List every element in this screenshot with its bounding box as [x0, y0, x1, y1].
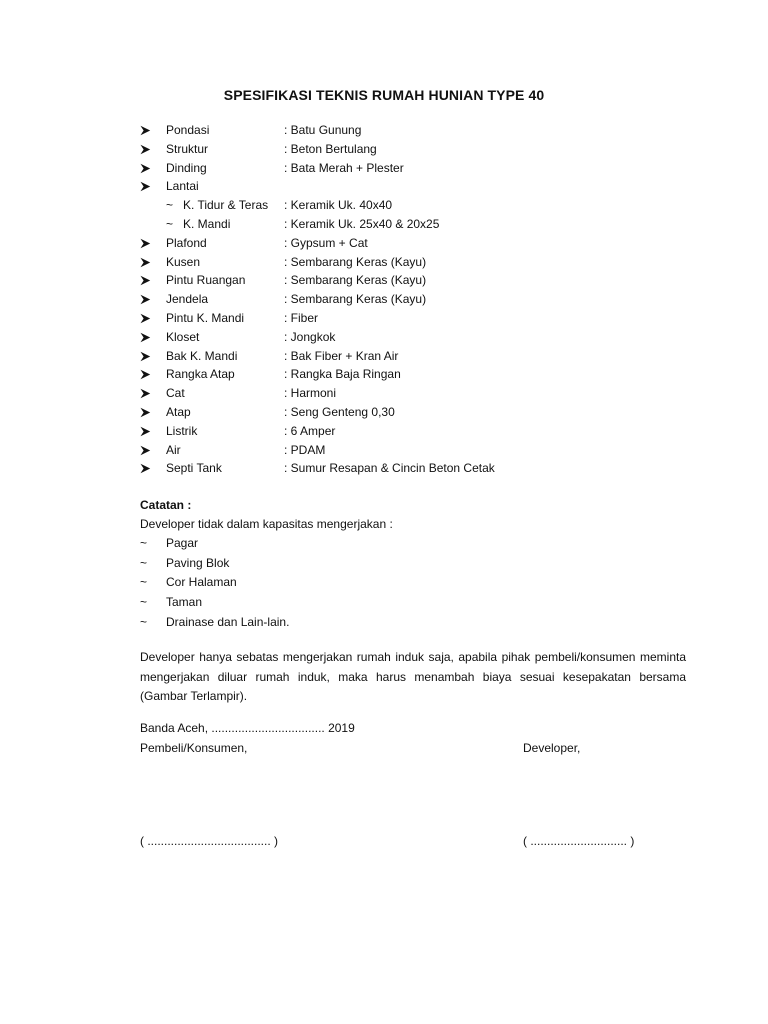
spec-label: Bak K. Mandi	[166, 348, 238, 363]
spec-row	[140, 140, 700, 159]
spec-value: : Batu Gunung	[284, 123, 362, 137]
spec-label: Listrik	[166, 423, 198, 438]
arrowhead-bullet-icon	[140, 441, 152, 460]
note-item	[140, 534, 700, 554]
spec-row	[140, 196, 700, 215]
developer-signature-line: ( ............................. )	[523, 834, 635, 848]
place-date-line: Banda Aceh, .................................. 2019	[140, 721, 355, 735]
spec-row	[140, 271, 700, 290]
spec-row	[140, 159, 700, 178]
spec-row	[140, 234, 700, 253]
note-item	[140, 613, 700, 633]
spec-value: : Harmoni	[284, 386, 337, 401]
arrowhead-bullet-icon	[140, 403, 152, 422]
tilde-marker: ~	[166, 216, 174, 231]
spec-value: : Seng Genteng 0,30	[284, 404, 395, 419]
tilde-marker: ~	[166, 198, 174, 213]
spec-value: : Bak Fiber + Kran Air	[284, 348, 399, 363]
spec-row	[140, 309, 700, 328]
arrowhead-bullet-icon	[140, 234, 152, 253]
arrowhead-bullet-icon	[140, 384, 152, 403]
spec-label: Atap	[166, 404, 191, 419]
spec-label: K. Mandi	[183, 216, 231, 231]
arrowhead-bullet-icon	[140, 271, 152, 290]
buyer-signature-label: Pembeli/Konsumen,	[140, 741, 248, 755]
spec-list	[140, 121, 700, 478]
spec-value: : Sumur Resapan & Cincin Beton Cetak	[284, 461, 495, 476]
note-item	[140, 593, 700, 613]
spec-row	[140, 347, 700, 366]
spec-value: : Fiber	[284, 310, 319, 325]
spec-row	[140, 422, 700, 441]
notes-heading: Catatan :	[140, 498, 192, 512]
spec-value: : Keramik Uk. 40x40	[284, 198, 393, 213]
spec-label: Dinding	[166, 160, 207, 175]
spec-label: Kloset	[166, 329, 200, 344]
spec-label: Cat	[166, 386, 185, 401]
spec-value: : Rangka Baja Ringan	[284, 367, 401, 382]
arrowhead-bullet-icon	[140, 422, 152, 441]
disclaimer-paragraph: Developer hanya sebatas mengerjakan rumah induk saja, apabila pihak pembeli/konsumen meminta mengerjakan diluar rumah induk, maka harus menambah biaya sesuai kesepakatan bersama (Gambar Terlampir).	[140, 650, 686, 703]
spec-value: : Sembarang Keras (Kayu)	[284, 292, 427, 307]
arrowhead-bullet-icon	[140, 290, 152, 309]
spec-value: : Gypsum + Cat	[284, 235, 368, 250]
note-text: Drainase dan Lain-lain.	[166, 614, 290, 629]
arrowhead-bullet-icon	[140, 140, 152, 159]
arrowhead-bullet-icon	[140, 328, 152, 347]
spec-label: Struktur	[166, 141, 209, 156]
notes-list	[140, 534, 700, 632]
buyer-signature-line: ( ..................................... )	[140, 834, 279, 848]
notes-intro: Developer tidak dalam kapasitas mengerjakan :	[140, 517, 393, 531]
spec-row	[140, 121, 700, 140]
spec-row	[140, 215, 700, 234]
note-text: Pagar	[166, 536, 199, 550]
note-text: Cor Halaman	[166, 575, 237, 590]
spec-row	[140, 290, 700, 309]
arrowhead-bullet-icon	[140, 309, 152, 328]
note-item	[140, 554, 700, 574]
note-text: Paving Blok	[166, 555, 230, 570]
spec-row	[140, 384, 700, 403]
spec-value: : Bata Merah + Plester	[284, 160, 404, 175]
spec-value: : PDAM	[284, 442, 326, 457]
arrowhead-bullet-icon	[140, 253, 152, 272]
spec-label: Pintu Ruangan	[166, 273, 246, 288]
document-title: SPESIFIKASI TEKNIS RUMAH HUNIAN TYPE 40	[223, 87, 545, 103]
spec-label: Septi Tank	[166, 461, 222, 476]
spec-label: Rangka Atap	[166, 367, 235, 382]
arrowhead-bullet-icon	[140, 177, 152, 196]
spec-row	[140, 328, 700, 347]
spec-value: : Jongkok	[284, 329, 336, 344]
spec-value: : Keramik Uk. 25x40 & 20x25	[284, 216, 440, 231]
tilde-marker: ~	[140, 575, 148, 590]
tilde-marker: ~	[140, 555, 148, 570]
arrowhead-bullet-icon	[140, 159, 152, 178]
spec-value: : Beton Bertulang	[284, 141, 377, 156]
notes-section	[140, 496, 700, 632]
spec-row	[140, 459, 700, 478]
spec-row	[140, 441, 700, 460]
spec-label: Kusen	[166, 254, 201, 269]
note-text: Taman	[166, 595, 203, 610]
arrowhead-bullet-icon	[140, 347, 152, 366]
spec-label: Plafond	[166, 235, 207, 250]
spec-label: Pintu K. Mandi	[166, 310, 245, 325]
spec-row	[140, 253, 700, 272]
spec-label: K. Tidur & Teras	[183, 198, 269, 213]
arrowhead-bullet-icon	[140, 365, 152, 384]
spec-value: : Sembarang Keras (Kayu)	[284, 273, 427, 288]
spec-value: : 6 Amper	[284, 423, 336, 438]
spec-label: Jendela	[166, 292, 209, 307]
spec-row	[140, 365, 700, 384]
note-item	[140, 573, 700, 593]
spec-label: Lantai	[166, 179, 199, 194]
spec-row	[140, 177, 700, 196]
tilde-marker: ~	[140, 614, 148, 629]
tilde-marker: ~	[140, 536, 148, 550]
developer-signature-label: Developer,	[523, 741, 581, 755]
spec-label: Air	[166, 442, 181, 457]
spec-value: : Sembarang Keras (Kayu)	[284, 254, 427, 269]
arrowhead-bullet-icon	[140, 459, 152, 478]
arrowhead-bullet-icon	[140, 121, 152, 140]
spec-label: Pondasi	[166, 123, 210, 137]
tilde-marker: ~	[140, 595, 148, 610]
spec-row	[140, 403, 700, 422]
